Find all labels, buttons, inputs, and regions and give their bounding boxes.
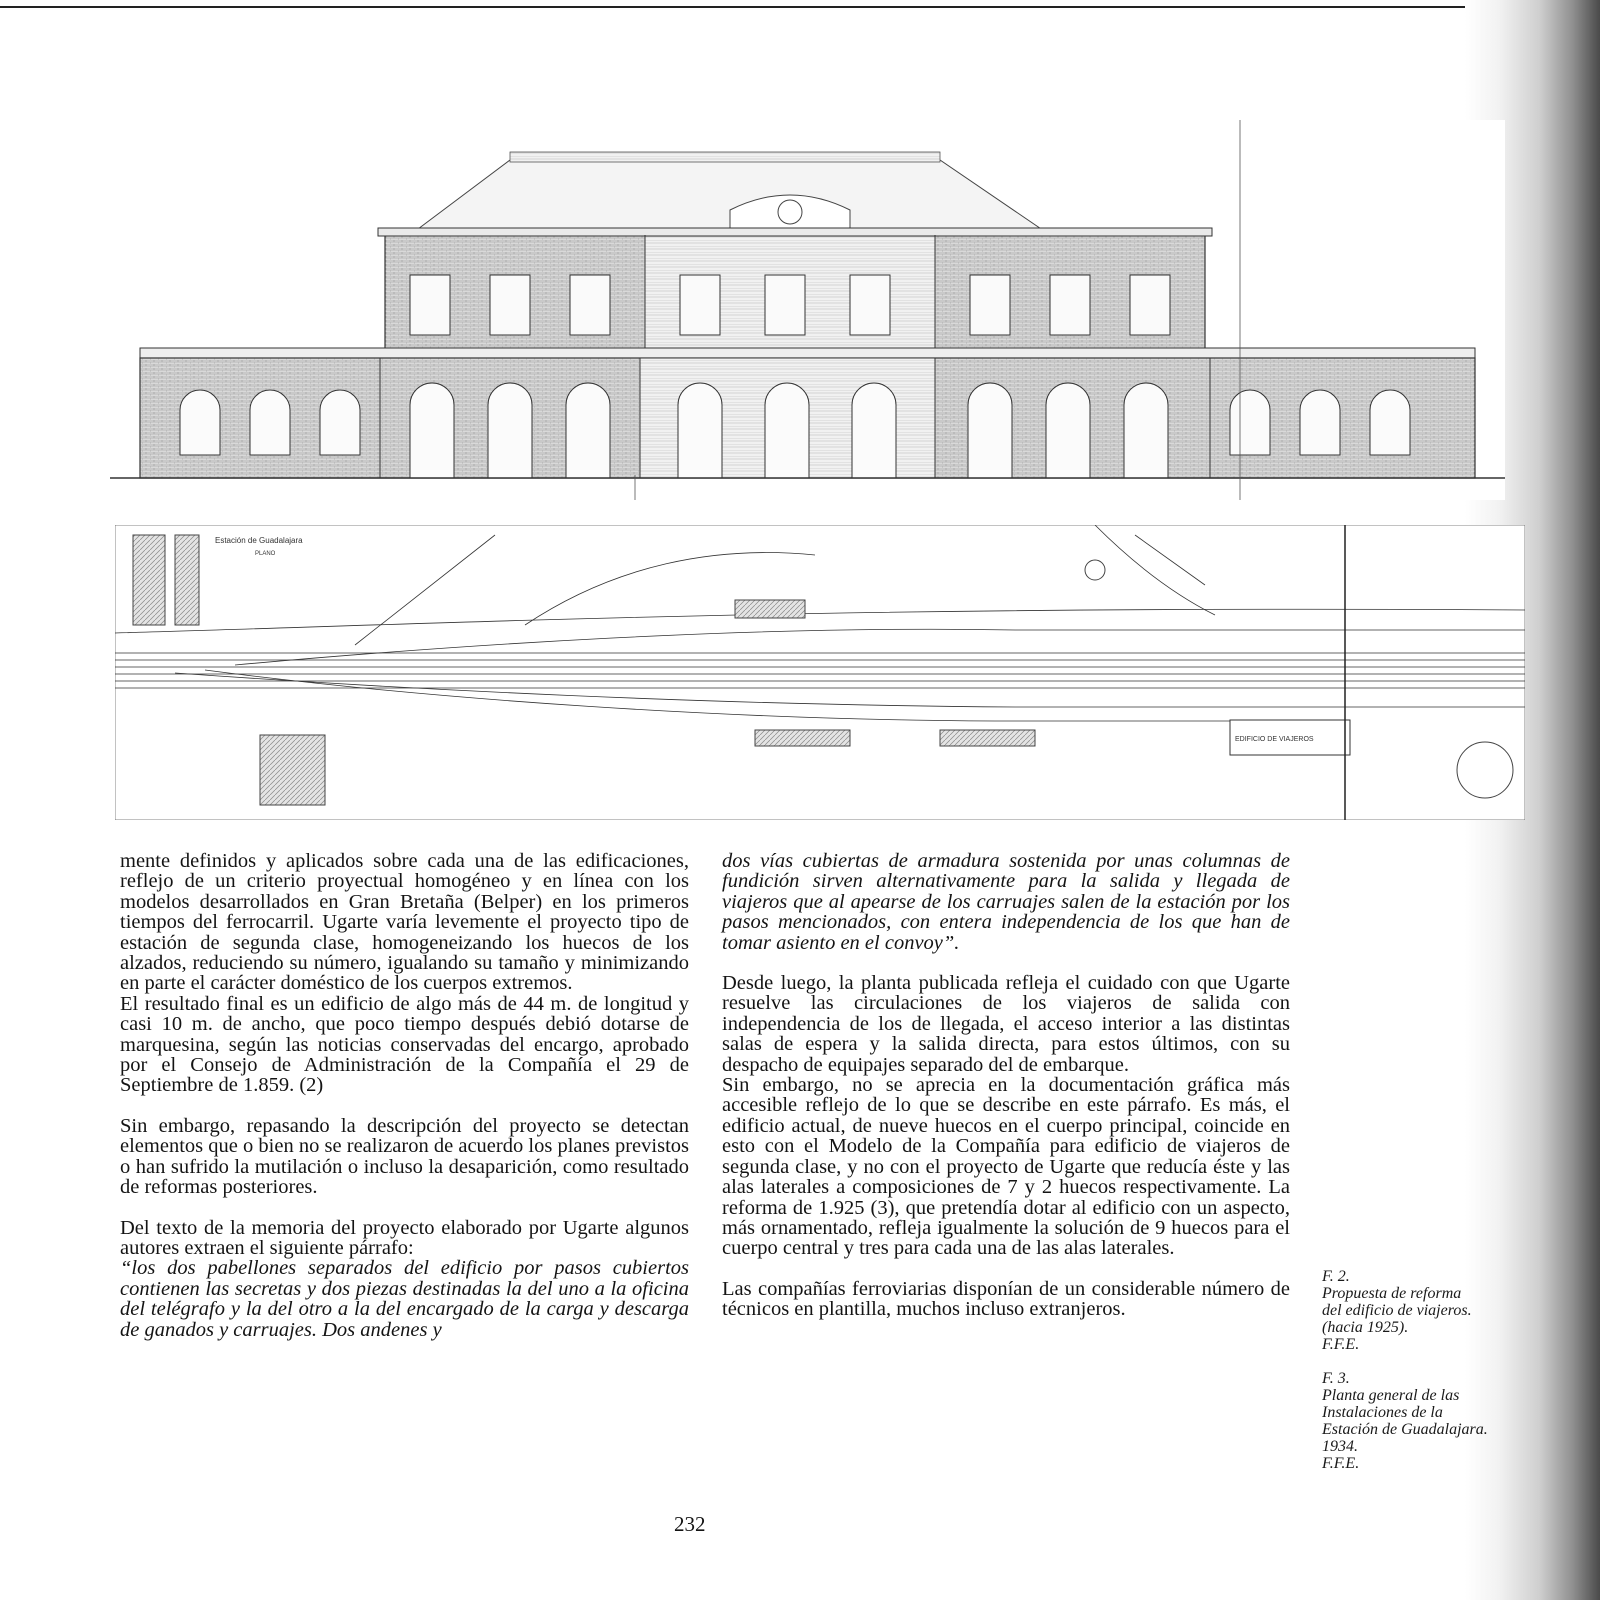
text-column-left [120,851,689,1340]
text-column-right [722,851,1290,1320]
figure-site-plan [115,525,1525,820]
top-rule [0,6,1470,8]
caption-f2-line: F.F.E. [1322,1336,1360,1353]
site-plan-drawing [115,525,1525,820]
caption-f2-number: F. 2. [1322,1268,1350,1285]
plan-building-label: EDIFICIO DE VIAJEROS [1235,736,1314,743]
caption-f3-line: Instalaciones de la [1322,1404,1443,1421]
caption-f2 [1322,1268,1512,1353]
elevation-drawing [110,120,1505,500]
plan-subtitle: PLANO [255,551,276,557]
figure-elevation [110,120,1505,500]
left-paragraph-3: Sin embargo, repasando la descripción del proyecto se detectan elementos que o bien no se realizaron de acuerdo los planes previstos o han sufrido la mutilación o incluso la desaparición, como resultado de reformas posteriores. [120,1114,689,1199]
caption-f3-line: 1934. [1322,1438,1358,1455]
figure-captions [1322,1268,1512,1489]
caption-f2-line: Propuesta de reforma [1322,1285,1462,1302]
page-number: 232 [674,1512,706,1536]
caption-f2-line: del edificio de viajeros. [1322,1302,1472,1319]
right-quote: dos vías cubiertas de armadura sostenida por unas columnas de fundición sirven alternativamente para la salida y llegada de viajeros que al apearse de los carruajes salen de la estación por los pasos mencionados, con entera independencia de los que han de tomar asiento en el convoy”. [722,850,1290,954]
caption-f3 [1322,1370,1512,1472]
caption-f3-number: F. 3. [1322,1370,1350,1387]
right-paragraph-2: Sin embargo, no se aprecia en la documentación gráfica más accesible reflejo de lo que se describe en este párrafo. Es más, el edificio actual, de nueve huecos en el cuerpo principal, coincide en esto con el Modelo de la Compañía para edificio de viajeros de segunda clase, y no con el proyecto de Ugarte que reducía éste y las alas laterales a composiciones de 7 y 2 huecos respectivamente. La reforma de 1.925 (3), que pretendía dotar al edificio con un aspecto, más ornamentado, refleja igualmente la solución de 9 huecos para el cuerpo central y tres para cada una de las alas laterales. [722,1074,1290,1260]
caption-f3-line: Estación de Guadalajara. [1322,1421,1488,1438]
left-paragraph-4: Del texto de la memoria del proyecto elaborado por Ugarte algunos autores extraen el siguiente párrafo: [120,1216,689,1259]
left-paragraph-2: El resultado final es un edificio de algo más de 44 m. de longitud y casi 10 m. de ancho, que poco tiempo después debió dotarse de marquesina, según las noticias conservadas del encargo, aprobado por el Consejo de Administración de la Compañía el 29 de Septiembre de 1.859. (2) [120,992,689,1097]
right-paragraph-1: Desde luego, la planta publicada refleja el cuidado con que Ugarte resuelve las circulaciones de los viajeros de salida con independencia de los de llegada, el acceso interior a las distintas salas de espera y la salida directa, para estos últimos, con su despacho de equipajes separado del de embarque. [722,972,1290,1076]
left-paragraph-1: mente definidos y aplicados sobre cada una de las edificaciones, reflejo de un criterio proyectual homogéneo y en línea con los modelos desarrollados en Gran Bretaña (Belper) en los primeros tiempos del ferrocarril. Ugarte varía levemente el proyecto tipo de estación de segunda clase, homogeneizando los huecos de los alzados, reduciendo su número, igualando su tamaño y minimizando en parte el carácter doméstico de los cuerpos extremos. [120,850,689,995]
caption-f3-line: Planta general de las [1322,1387,1460,1404]
right-paragraph-3: Las compañías ferroviarias disponían de un considerable número de técnicos en plantilla, muchos incluso extranjeros. [722,1277,1290,1321]
plan-title: Estación de Guadalajara [215,536,303,545]
caption-f3-line: F.F.E. [1322,1455,1360,1472]
left-quote: “los dos pabellones separados del edificio por pasos cubiertos contienen las secretas y dos piezas destinadas la del uno a la oficina del telégrafo y la del otro a la del encargado de la carga y descarga de ganados y carruajes. Dos andenes y [120,1257,689,1341]
caption-f2-line: (hacia 1925). [1322,1319,1409,1336]
